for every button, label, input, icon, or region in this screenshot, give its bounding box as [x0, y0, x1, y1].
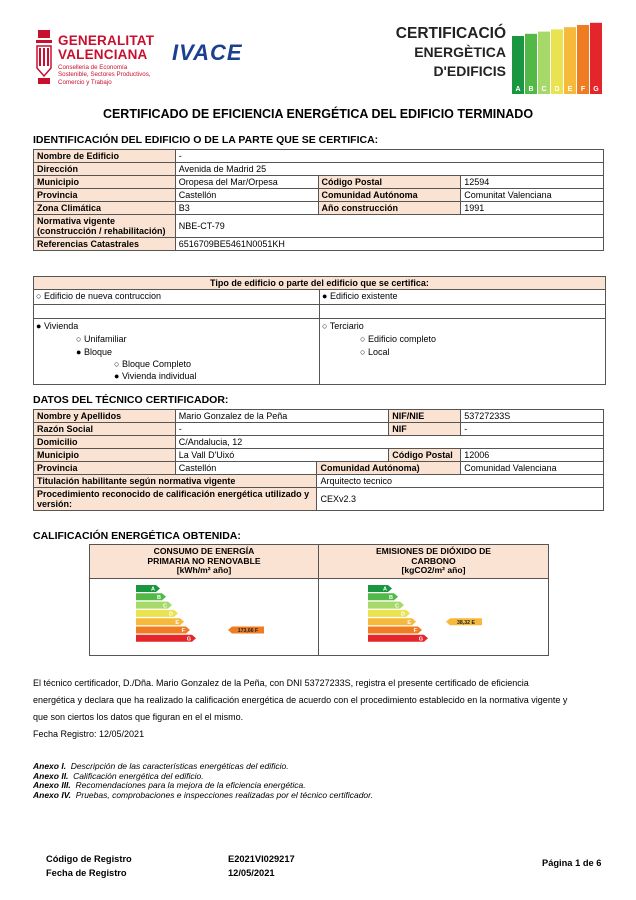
field-label: Comunidad Autónoma) — [317, 462, 461, 475]
field-value: Castellón — [175, 462, 317, 475]
radio-empty-icon: ○ — [360, 347, 366, 357]
rating-letter: F — [181, 628, 185, 635]
radio-empty-icon: ○ — [360, 334, 366, 344]
cert-bar — [525, 34, 537, 94]
field-value: CEXv2.3 — [317, 488, 604, 511]
rating-letter: E — [407, 619, 411, 626]
rating-bar-b — [136, 593, 166, 600]
table-row — [34, 410, 604, 423]
cert-bar-letter: E — [567, 86, 573, 93]
radio-empty-icon: ○ — [322, 321, 328, 331]
generalitat-emblem-icon — [34, 28, 54, 86]
field-value: 12594 — [461, 176, 604, 189]
footer-values — [228, 852, 295, 880]
calificacion-box — [89, 544, 549, 656]
cert-bar-letter: F — [580, 86, 586, 93]
anexo-item: Anexo III. Recomendaciones para la mejora de la eficiencia energética. — [33, 780, 306, 791]
radio-vivienda-individual: ● Vivienda individual — [114, 371, 197, 381]
field-label: Código Postal — [318, 176, 461, 189]
energy-scale-icon — [512, 22, 612, 96]
cert-bar — [564, 27, 576, 94]
fecha-registro-label: Fecha de Registro — [46, 868, 127, 878]
rating-bar-a — [368, 585, 392, 592]
rating-bar-b — [368, 593, 398, 600]
rating-value: 38,32 E — [457, 619, 475, 626]
field-value: Comunitat Valenciana — [461, 189, 604, 202]
field-value: C/Andalucia, 12 — [175, 436, 603, 449]
field-label: Razón Social — [34, 423, 176, 436]
cert-bar-letter: C — [541, 86, 547, 93]
field-value: Avenida de Madrid 25 — [175, 163, 603, 176]
radio-empty-icon: ○ — [36, 291, 42, 301]
rating-letter: G — [418, 636, 423, 643]
radio-filled-icon: ● — [114, 371, 120, 381]
field-value: - — [175, 150, 603, 163]
cert-bar-letter: G — [593, 86, 599, 93]
field-value: 6516709BE5461N0051KH — [175, 238, 603, 251]
field-label: NIF/NIE — [389, 410, 461, 423]
rating-letter: C — [163, 603, 167, 610]
table-row — [34, 176, 604, 189]
certificacio-logo — [376, 22, 612, 96]
field-value: NBE-CT-79 — [175, 215, 603, 238]
rating-letter: F — [413, 628, 417, 635]
cert-bar — [551, 29, 563, 94]
conselleria-name: Conselleria de Economía Sostenible, Sectores Productivos, Comercio y Trabajo — [58, 64, 151, 86]
radio-edificio-completo: ○ Edificio completo — [360, 334, 436, 344]
field-label: Domicilio — [34, 436, 176, 449]
table-row — [34, 215, 604, 238]
codigo-registro-value: E2021VI029217 — [228, 854, 295, 864]
radio-filled-icon: ● — [322, 291, 328, 301]
fecha-registro-value: 12/05/2021 — [228, 868, 275, 878]
table-row — [34, 436, 604, 449]
consumo-energy-scale — [130, 585, 310, 651]
rating-letter: D — [169, 611, 173, 618]
field-label: Nombre de Edificio — [34, 150, 176, 163]
radio-unifamiliar: ○ Unifamiliar — [76, 334, 127, 344]
field-value: 53727233S — [461, 410, 604, 423]
rating-letter: D — [401, 611, 405, 618]
cert-bar-letter: D — [554, 86, 560, 93]
rating-letter: G — [186, 636, 191, 643]
field-value: Castellón — [175, 189, 318, 202]
table-row — [34, 163, 604, 176]
cert-bar-letter: B — [528, 86, 534, 93]
field-label: Año construcción — [318, 202, 461, 215]
rating-value: 173,66 F — [237, 628, 259, 635]
rating-letter: B — [157, 595, 161, 601]
table-row — [34, 475, 604, 488]
fecha-registro-line: Fecha Registro: 12/05/2021 — [33, 729, 145, 739]
field-value: - — [175, 423, 389, 436]
table-row — [34, 189, 604, 202]
field-label: NIF — [389, 423, 461, 436]
radio-terciario: ○ Terciario — [322, 321, 364, 331]
radio-filled-icon: ● — [36, 321, 42, 331]
field-value: Oropesa del Mar/Orpesa — [175, 176, 318, 189]
anexo-item: Anexo IV. Pruebas, comprobaciones e inspecciones realizadas por el técnico certificador. — [33, 789, 374, 800]
generalitat-title: GENERALITAT VALENCIANA — [58, 33, 155, 62]
declaracion-line: El técnico certificador, D./Dña. Mario Gonzalez de la Peña, con DNI 53727233S, registra el presente certificado de eficiencia — [33, 678, 529, 688]
section-identificacion-title: IDENTIFICACIÓN DEL EDIFICIO O DE LA PARTE QUE SE CERTIFICA: — [33, 134, 379, 146]
radio-empty-icon: ○ — [76, 334, 82, 344]
footer-labels — [46, 852, 132, 880]
cert-logo-line1: CERTIFICACIÓ — [395, 25, 506, 42]
field-label: Municipio — [34, 176, 176, 189]
rating-letter: B — [389, 595, 393, 601]
tipo-edificio-box — [33, 276, 606, 385]
field-label: Comunidad Autónoma — [318, 189, 461, 202]
field-label: Zona Climática — [34, 202, 176, 215]
cert-bar — [577, 25, 589, 94]
document-title: CERTIFICADO DE EFICIENCIA ENERGÉTICA DEL EDIFICIO TERMINADO — [102, 107, 534, 121]
table-row — [34, 150, 604, 163]
field-label: Municipio — [34, 449, 176, 462]
anexo-item: Anexo I. Descripción de las características energéticas del edificio. — [33, 761, 289, 771]
rating-bar-a — [136, 585, 160, 592]
cert-bar-letter: A — [515, 86, 521, 93]
cert-bar — [590, 23, 602, 94]
ivace-logo: IVACE — [172, 40, 243, 65]
declaracion-line: que son ciertos los datos que figuran en el el mismo. — [33, 712, 244, 722]
radio-edificio-existente: ● Edificio existente — [322, 291, 398, 301]
section-tecnico-title: DATOS DEL TÉCNICO CERTIFICADOR: — [33, 394, 229, 406]
cert-logo-line2: ENERGÈTICA D'EDIFICIS — [414, 44, 506, 79]
table-row — [34, 449, 604, 462]
field-label: Procedimiento reconocido de calificación energética utilizado y versión: — [34, 488, 317, 511]
table-row — [34, 488, 604, 511]
identificacion-table — [33, 149, 604, 251]
rating-letter: C — [395, 603, 399, 610]
field-value: B3 — [175, 202, 318, 215]
emisiones-energy-scale — [362, 585, 542, 651]
anexo-item: Anexo II. Calificación energética del edificio. — [33, 770, 204, 781]
field-label: Titulación habilitante según normativa vigente — [34, 475, 317, 488]
radio-bloque: ● Bloque — [76, 347, 112, 357]
section-calificacion-title: CALIFICACIÓN ENERGÉTICA OBTENIDA: — [33, 530, 241, 542]
field-value: Comunidad Valenciana — [461, 462, 604, 475]
field-label: Normativa vigente (construcción / rehabilitación) — [34, 215, 176, 238]
field-label: Código Postal — [389, 449, 461, 462]
table-row — [34, 423, 604, 436]
radio-filled-icon: ● — [76, 347, 82, 357]
declaracion-text — [33, 675, 613, 743]
radio-local: ○ Local — [360, 347, 390, 357]
table-row — [34, 238, 604, 251]
page-number: Página 1 de 6 — [542, 858, 602, 868]
radio-bloque-completo: ○ Bloque Completo — [114, 359, 191, 369]
cert-bar — [538, 32, 550, 94]
field-value: La Vall D'Uixó — [175, 449, 389, 462]
emisiones-header: EMISIONES DE DIÓXIDO DE CARBONO [kgCO2/m² año] — [319, 545, 548, 579]
field-value: 1991 — [461, 202, 604, 215]
declaracion-line: energética y declara que ha realizado la calificación energética de acuerdo con el procedimiento establecido en la normativa vigente y — [33, 695, 568, 705]
field-label: Nombre y Apellidos — [34, 410, 176, 423]
rating-letter: A — [383, 586, 387, 593]
field-label: Provincia — [34, 189, 176, 202]
table-row — [34, 462, 604, 475]
anexos-list — [33, 762, 373, 800]
table-row — [34, 202, 604, 215]
generalitat-logo — [34, 28, 164, 98]
consumo-header: CONSUMO DE ENERGÍA PRIMARIA NO RENOVABLE [kWh/m² año] — [90, 545, 318, 579]
field-label: Referencias Catastrales — [34, 238, 176, 251]
field-value: - — [461, 423, 604, 436]
radio-empty-icon: ○ — [114, 359, 120, 369]
codigo-registro-label: Código de Registro — [46, 854, 132, 864]
radio-nueva-construccion: ○ Edificio de nueva contruccion — [36, 291, 162, 301]
radio-vivienda: ● Vivienda — [36, 321, 79, 331]
rating-letter: E — [175, 619, 179, 626]
rating-letter: A — [151, 586, 155, 593]
field-label: Dirección — [34, 163, 176, 176]
field-label: Provincia — [34, 462, 176, 475]
tipo-edificio-head: Tipo de edificio o parte del edificio que se certifica: — [34, 277, 605, 290]
field-value: 12006 — [461, 449, 604, 462]
tecnico-table — [33, 409, 604, 511]
field-value: Arquitecto tecnico — [317, 475, 604, 488]
field-value: Mario Gonzalez de la Peña — [175, 410, 389, 423]
